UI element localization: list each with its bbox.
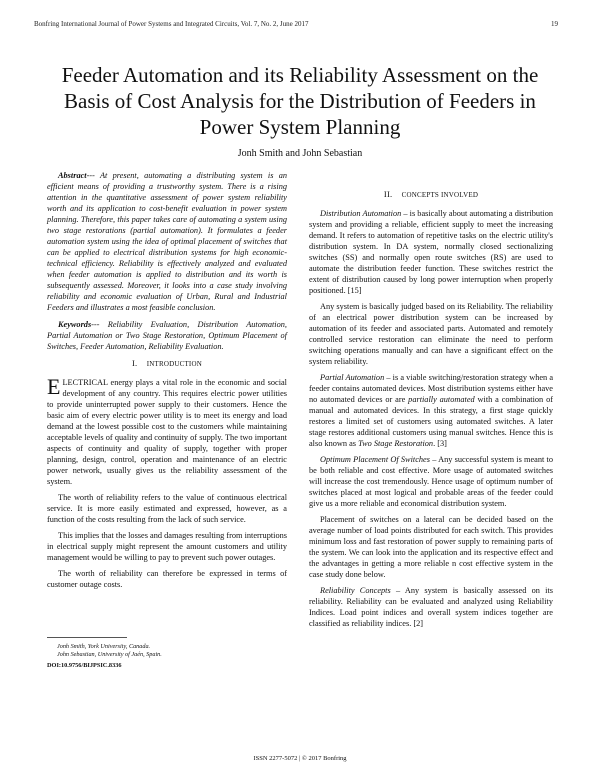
section-heading-concepts: [309, 189, 553, 201]
rc-term: Reliability Concepts: [320, 586, 391, 595]
section-numeral: II.: [383, 189, 393, 199]
author-footnotes: [57, 643, 287, 659]
intro-paragraph-2: The worth of reliability refers to the value of continuous electrical service. It is more easily estimated and expressed, however, as a function of the costs resulting from the lack of such service.: [47, 493, 287, 524]
intro-paragraph-1-text: LECTRICAL energy plays a vital role in the economic and social development of any country. This requires electric power utilities to provide uninterrupted power supply to their customers. Hence the basic aim of every electric power utility is to meet its energy and load demand at the lowest possible cost to the customers while maintaining acceptable levels of quality and continuity of supply. The two important aspects of continuity and quality of supply, together with proper planning, design, control, operation and maintenance of an electric power network, usually gives us the reliability assessment of the system.: [47, 378, 287, 486]
section-heading-introduction: [47, 358, 287, 370]
section-title: CONCEPTS INVOLVED: [401, 191, 479, 199]
page-number: 19: [551, 20, 558, 28]
pa-text-1: – is a viable switching/restoration strategy when a feeder contains automated devices. Most distribution systems either have no automated devices or are: [309, 373, 554, 404]
left-column: [47, 170, 287, 595]
keywords-text: Reliability Evaluation, Distribution Automation, Partial Automation or Two Stage Restoration, Optimum Placement of Switches, Feeder Automation, Reliability Evaluation.: [47, 320, 287, 351]
abstract-label: Abstract---: [58, 171, 95, 180]
paper-title: Feeder Automation and its Reliability Assessment on the Basis of Cost Analysis for the Distribution of Feeders in Power System Planning: [61, 63, 539, 139]
intro-paragraph-3: This implies that the losses and damages resulting from interruptions in electrical supply might represent the amount customers and utility management would be willing to pay to prevent such power outages.: [47, 531, 287, 562]
intro-paragraph-1: [47, 374, 287, 487]
pa-italic-1: partially automated: [408, 395, 475, 404]
rc-text: – Any system is basically assessed on its reliability. Reliability can be evaluated and analyzed using Reliability Indices. Load point indices and overall system indices together are classified as reliability indices. [2]: [309, 586, 554, 628]
abstract-text: At present, automating a distributing system is an efficient means of providing a trustworthy system. There is a rising attention in the quantitative assessment of power system reliability worth and its application to cost-benefit evaluation in power system planning. Therefore, this paper takes care of automating a system using two stage restorations (partial automation). It formulates a feeder automation system using the idea of optimal placement of switches that can be applied to electrical distribution systems for high economic-technical efficiency. Reliability is effectively analyzed and evaluated when feeder automation is applied to distribution and its worth is subsequently assessed. Moreover, it looks into a case study involving reliability and economic evaluation of Urban, Rural and Industrial Feeders and illustrates a most feasible conclusion.: [47, 171, 287, 312]
right-column: [309, 183, 553, 634]
section-numeral: I.: [132, 358, 138, 368]
reliability-paragraph: Any system is basically judged based on its Reliability. The reliability of an electrical power distribution system can be increased by automation of its feeder and associated parts. Automated and remotely controlled service restoration can eliminate the need to perform switching operations manually and can have a significant effect on the system reliability.: [309, 302, 553, 366]
footnote-author-2: John Sebastian, University of Jaén, Spain.: [57, 651, 162, 658]
page-footer: ISSN 2277-5072 | © 2017 Bonfring: [253, 755, 347, 762]
keywords: [47, 319, 287, 352]
pa-text-2: with a combination of manual and automated devices. In this strategy, a first stage quickly restores a limited set of customers using automated switches. A later stage restores additional customers using manual switches. Hence this is also known as: [309, 395, 553, 448]
pa-italic-2: Two Stage Restoration: [358, 439, 434, 448]
da-paragraph: [309, 208, 553, 296]
intro-paragraph-4: The worth of reliability can therefore be expressed in terms of customer outage costs.: [47, 569, 287, 589]
da-text: – is basically about automating a distribution system and providing a reliable, efficient supply to meet the increasing demand. It refers to automation of repetitive tasks on the electric utility's distribution system. In DA system, normally closed sectionalizing switches (SS) and normally open route switches (RS) are used to automate the distribution feeder function. These switches restrict the extent of distribution caused by long power interruption when properly positioned. [15]: [309, 209, 553, 295]
op-text: – Any successful system is meant to be both reliable and cost effective. More usage of automated switches will increase the cost tremendously. Hence usage of optimum number of switches placed at most logical and probable areas of the feeder could give us a more reliable and economical distribution system.: [309, 455, 554, 508]
abstract: [47, 170, 287, 313]
footnote-author-1: Jonh Smith, York University, Canada.: [57, 643, 151, 650]
drop-cap: E: [47, 374, 61, 399]
placement-paragraph: Placement of switches on a lateral can be decided based on the average number of load points distributed for each switch. This provides minimum loss and fast restoration of power supply to remaining parts of the system. We can look into the application and its respective effect and the advantages in getting a more reliable n cost effective system in the case study done below.: [309, 515, 553, 579]
footnote-divider: [47, 637, 127, 638]
section-title: INTRODUCTION: [146, 360, 202, 368]
doi: DOI:10.9756/BIJPSIC.8336: [47, 662, 122, 669]
rc-paragraph: [309, 585, 553, 629]
running-header: Bonfring International Journal of Power Systems and Integrated Circuits, Vol. 7, No. 2, June 2017: [34, 20, 309, 28]
pa-term: Partial Automation: [320, 373, 385, 382]
da-term: Distribution Automation: [320, 209, 402, 218]
author-line: Jonh Smith and John Sebastian: [237, 148, 363, 159]
pa-paragraph: [309, 372, 553, 449]
op-term: Optimum Placement Of Switches: [320, 455, 430, 464]
op-paragraph: [309, 454, 553, 509]
pa-text-3: . [3]: [433, 439, 447, 448]
keywords-label: Keywords---: [58, 320, 100, 329]
